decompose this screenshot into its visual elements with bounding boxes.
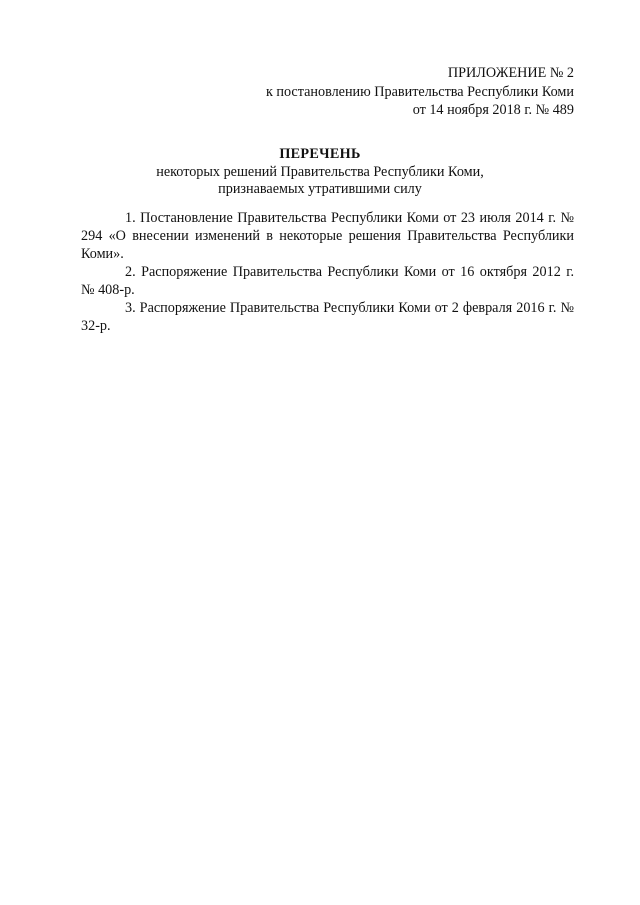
list-item: 2. Распоряжение Правительства Республики Коми от 16 октября 2012 г. № 408-р. [81, 264, 574, 298]
appendix-reference [266, 64, 574, 120]
subtitle-line-2: признаваемых утратившими силу [218, 181, 422, 197]
list-item: 1. Постановление Правительства Республики Коми от 23 июля 2014 г. № 294 «О внесении изменений в некоторые решения Правительства Республики Коми». [81, 210, 574, 262]
page-title: ПЕРЕЧЕНЬ [279, 146, 361, 162]
list-item: 3. Распоряжение Правительства Республики Коми от 2 февраля 2016 г. № 32-р. [81, 300, 574, 334]
decisions-list [81, 209, 574, 335]
appendix-number: ПРИЛОЖЕНИЕ № 2 [447, 65, 574, 81]
appendix-resolution-ref: к постановлению Правительства Республики Коми [265, 83, 574, 100]
subtitle-line-1: некоторых решений Правительства Республики Коми, [156, 163, 484, 180]
title-block [0, 146, 640, 199]
appendix-resolution-date: от 14 ноября 2018 г. № 489 [412, 102, 574, 118]
